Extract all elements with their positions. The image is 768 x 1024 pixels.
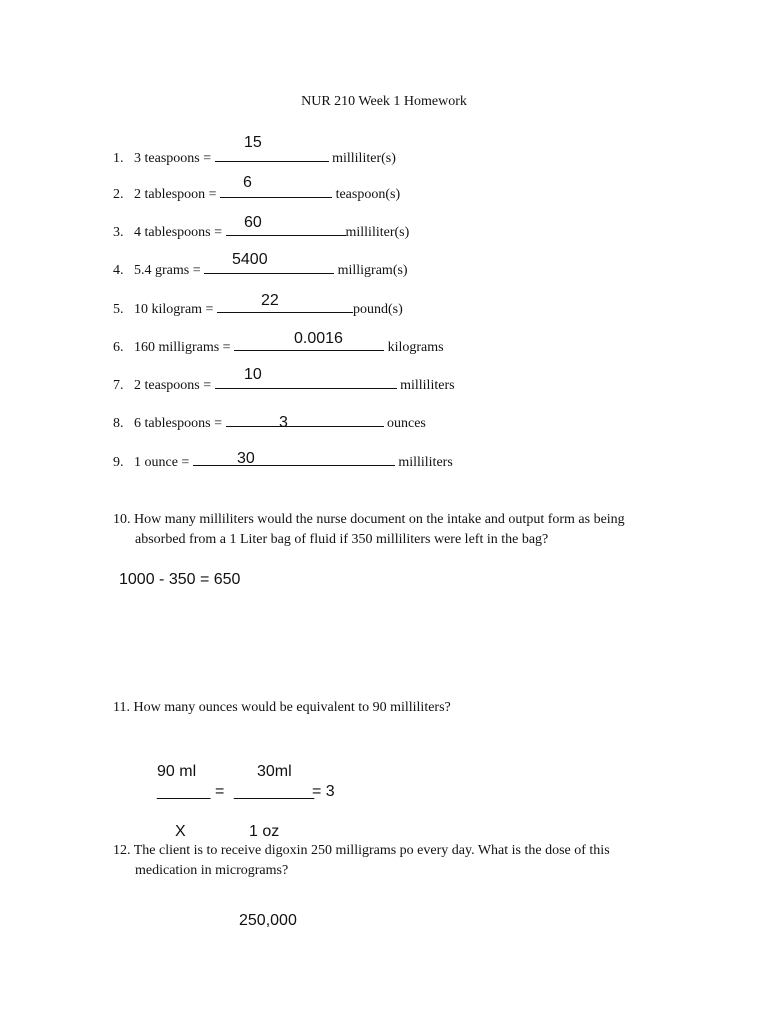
blank-item-9 bbox=[113, 452, 453, 471]
question-12 bbox=[113, 841, 673, 881]
item-unit: milliliters bbox=[394, 455, 453, 470]
item-unit: kilograms bbox=[384, 340, 444, 355]
item-prompt: 2 tablespoon = bbox=[134, 187, 221, 202]
answer-line bbox=[215, 148, 329, 162]
item-prompt: 1 ounce = bbox=[134, 455, 193, 470]
answer-line bbox=[217, 299, 353, 313]
blank-item-6 bbox=[113, 337, 444, 356]
answer-1: 15 bbox=[244, 134, 262, 151]
item-prompt: 5.4 grams = bbox=[134, 263, 205, 278]
answer-4: 5400 bbox=[232, 251, 268, 268]
proportion-denominator-left: X bbox=[175, 823, 186, 840]
question-12-text: 12. The client is to receive digoxin 250 milligrams po every day. What is the dose of this medication in micrograms? bbox=[113, 843, 610, 878]
proportion-line-right: _________ bbox=[234, 783, 315, 800]
item-number: 2. bbox=[113, 187, 124, 202]
answer-3: 60 bbox=[244, 214, 262, 231]
item-prompt: 160 milligrams = bbox=[134, 340, 235, 355]
item-unit: milliliter(s) bbox=[328, 151, 396, 166]
answer-8: 3 bbox=[279, 414, 288, 431]
blank-item-8 bbox=[113, 413, 426, 432]
answer-9: 30 bbox=[237, 450, 255, 467]
item-unit: milliliter(s) bbox=[345, 225, 410, 240]
item-number: 6. bbox=[113, 340, 124, 355]
item-number: 4. bbox=[113, 263, 124, 278]
question-11-text: 11. How many ounces would be equivalent to 90 milliliters? bbox=[113, 700, 451, 715]
answer-5: 22 bbox=[261, 292, 279, 309]
item-number: 5. bbox=[113, 302, 124, 317]
item-unit: milligram(s) bbox=[334, 263, 408, 278]
item-number: 8. bbox=[113, 416, 124, 431]
proportion-equals: = bbox=[215, 783, 225, 800]
item-number: 3. bbox=[113, 225, 124, 240]
proportion-numerator-right: 30ml bbox=[257, 763, 292, 780]
blank-item-5 bbox=[113, 299, 403, 318]
question-11 bbox=[113, 698, 673, 718]
item-prompt: 4 tablespoons = bbox=[134, 225, 226, 240]
answer-12: 250,000 bbox=[239, 912, 297, 929]
item-unit: milliliters bbox=[396, 378, 455, 393]
item-unit: teaspoon(s) bbox=[332, 187, 401, 202]
item-number: 7. bbox=[113, 378, 124, 393]
answer-line bbox=[226, 413, 384, 427]
item-prompt: 6 tablespoons = bbox=[134, 416, 226, 431]
item-unit: pound(s) bbox=[352, 302, 403, 317]
proportion-denominator-right: 1 oz bbox=[249, 823, 280, 840]
question-10-text: 10. How many milliliters would the nurse document on the intake and output form as being absorbed from a 1 Liter bag of fluid if 350 milliliters were left in the bag? bbox=[113, 512, 625, 547]
proportion-numerator-left: 90 ml bbox=[157, 763, 197, 780]
answer-line bbox=[215, 375, 397, 389]
answer-10: 1000 - 350 = 650 bbox=[119, 571, 241, 588]
proportion-line-left: ______ bbox=[157, 783, 211, 800]
answer-2: 6 bbox=[243, 174, 252, 191]
question-10 bbox=[113, 510, 673, 550]
answer-line bbox=[193, 452, 395, 466]
answer-7: 10 bbox=[244, 366, 262, 383]
blank-item-2 bbox=[113, 184, 400, 203]
answer-line bbox=[220, 184, 332, 198]
item-prompt: 10 kilogram = bbox=[134, 302, 217, 317]
page-title: NUR 210 Week 1 Homework bbox=[301, 94, 467, 109]
answer-6: 0.0016 bbox=[294, 330, 343, 347]
blank-item-7 bbox=[113, 375, 455, 394]
proportion-result: = 3 bbox=[312, 783, 335, 800]
answer-line bbox=[204, 260, 334, 274]
item-number: 1. bbox=[113, 151, 124, 166]
item-prompt: 2 teaspoons = bbox=[134, 378, 215, 393]
item-prompt: 3 teaspoons = bbox=[134, 151, 215, 166]
item-number: 9. bbox=[113, 455, 124, 470]
item-unit: ounces bbox=[383, 416, 426, 431]
